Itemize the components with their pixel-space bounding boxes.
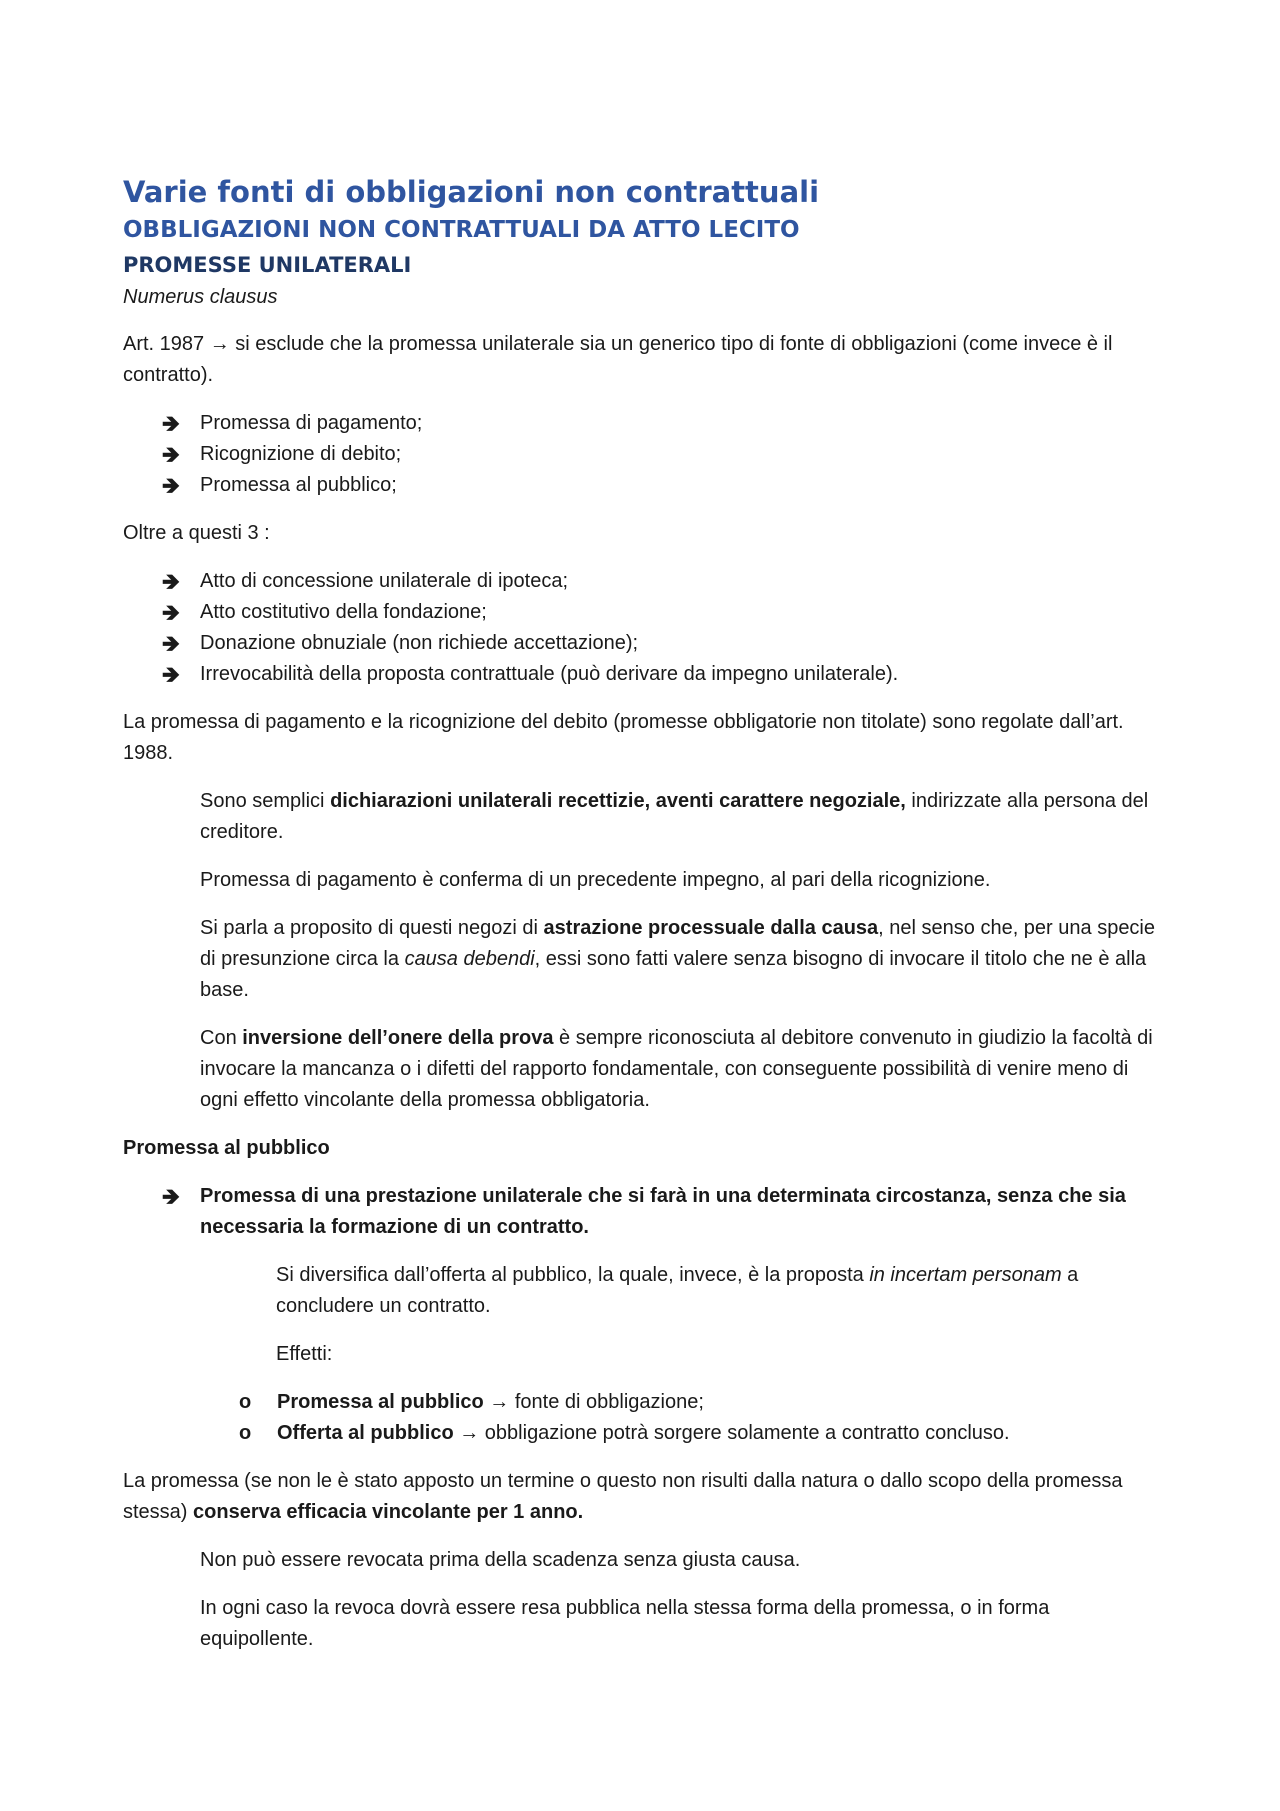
text: si esclude che la promessa unilaterale sia un generico tipo di fonte di obbligazioni (come invece è il contratto). xyxy=(123,333,1113,386)
bold-text: Offerta al pubblico xyxy=(277,1422,454,1444)
text: Si parla a proposito di questi negozi di xyxy=(200,917,544,939)
list-item xyxy=(239,1387,1160,1418)
text: a concludere un contratto. xyxy=(276,1264,1079,1317)
italic-text: in incertam personam xyxy=(869,1264,1062,1286)
list-item-text: Ricognizione di debito; xyxy=(200,443,402,465)
arrow-bullet-icon: 🡺 xyxy=(162,473,180,498)
text: fonte di obbligazione; xyxy=(509,1391,704,1413)
list-item xyxy=(162,566,1160,597)
arrow-bullet-icon: 🡺 xyxy=(162,600,180,625)
text: è sempre riconosciuta al debitore convenuto in giudizio la facoltà di invocare la mancanza o i difetti del rapporto fondamentale, con conseguente possibilità di venire meno di ogni effetto vincolante della promessa obbligatoria. xyxy=(200,1027,1153,1111)
list-item xyxy=(239,1418,1160,1449)
paragraph-art1988: La promessa di pagamento e la ricognizione del debito (promesse obbligatorie non titolate) sono regolate dall’art. 1988. xyxy=(123,711,1124,764)
arrow-bullet-icon: 🡺 xyxy=(162,411,180,436)
text: , nel senso che, per una specie di presunzione circa la xyxy=(200,917,1156,970)
bold-text: astrazione processuale dalla causa xyxy=(543,917,879,939)
subtitle: Numerus clausus xyxy=(123,286,278,308)
text: , essi sono fatti valere senza bisogno di invocare il titolo che ne è alla base. xyxy=(200,948,1147,1001)
list-item-text: Promessa di pagamento; xyxy=(200,412,423,434)
list-item xyxy=(162,439,1160,470)
paragraph-revoca2: In ogni caso la revoca dovrà essere resa pubblica nella stessa forma della promessa, o in forma equipollente. xyxy=(200,1597,1050,1650)
bold-text: conserva efficacia vincolante per 1 anno. xyxy=(193,1501,584,1523)
paragraph-diversifica xyxy=(276,1260,1160,1322)
list-item-text: Promessa al pubblico; xyxy=(200,474,397,496)
list-item xyxy=(162,597,1160,628)
list-item-text: Atto costitutivo della fondazione; xyxy=(200,601,487,623)
paragraph-promessa xyxy=(123,1466,1160,1528)
list-item xyxy=(162,408,1160,439)
paragraph-astrazione xyxy=(200,913,1160,1006)
text: Si diversifica dall’offerta al pubblico, la quale, invece, è la proposta xyxy=(276,1264,870,1286)
text: obbligazione potrà sorgere solamente a contratto concluso. xyxy=(479,1422,1010,1444)
text: Con xyxy=(200,1027,243,1049)
arrow-bullet-icon: 🡺 xyxy=(162,662,180,687)
arrow-icon: → xyxy=(489,1391,510,1413)
document-title: Varie fonti di obbligazioni non contrattuali xyxy=(123,175,820,209)
arrow-bullet-icon: 🡺 xyxy=(162,631,180,656)
circle-bullet-icon: o xyxy=(239,1391,252,1413)
arrow-bullet-icon: 🡺 xyxy=(162,569,180,594)
list-effetti xyxy=(123,1387,1160,1449)
list-item xyxy=(162,659,1160,690)
list-item-text: Irrevocabilità della proposta contrattuale (può derivare da impegno unilaterale). xyxy=(200,663,899,685)
paragraph-effetti: Effetti: xyxy=(276,1343,333,1365)
paragraph-heading-pubblico xyxy=(123,1133,1160,1164)
list-altri-atti xyxy=(123,566,1160,690)
text: Sono semplici xyxy=(200,790,331,812)
subsection-heading: PROMESSE UNILATERALI xyxy=(123,253,412,277)
arrow-icon: → xyxy=(459,1422,480,1444)
list-item xyxy=(162,1181,1160,1243)
arrow-bullet-icon: 🡺 xyxy=(162,442,180,467)
paragraph-conferma: Promessa di pagamento è conferma di un precedente impegno, al pari della ricognizione. xyxy=(200,869,991,891)
list-item-text: Promessa di una prestazione unilaterale che si farà in una determinata circostanza, senza che sia necessaria la formazione di un contratto. xyxy=(200,1185,1126,1238)
paragraph-oltre: Oltre a questi 3 : xyxy=(123,522,270,544)
text: La promessa (se non le è stato apposto un termine o questo non risulti dalla natura o dallo scopo della promessa stessa) xyxy=(123,1470,1123,1523)
bold-text: Promessa al pubblico xyxy=(277,1391,484,1413)
paragraph-semplici xyxy=(200,786,1160,848)
arrow-icon: → xyxy=(209,333,230,355)
list-item xyxy=(162,628,1160,659)
section-heading: OBBLIGAZIONI NON CONTRATTUALI DA ATTO LECITO xyxy=(123,217,800,243)
arrow-bullet-icon: 🡺 xyxy=(162,1184,180,1209)
bold-text: inversione dell’onere della prova xyxy=(242,1027,554,1049)
text: Art. 1987 xyxy=(123,333,210,355)
list-item-text: Donazione obnuziale (non richiede accettazione); xyxy=(200,632,639,654)
paragraph-inversione xyxy=(200,1023,1160,1116)
list-item xyxy=(162,470,1160,501)
italic-text: causa debendi xyxy=(404,948,535,970)
paragraph-art1987 xyxy=(123,329,1160,391)
list-promesse xyxy=(123,408,1160,501)
paragraph-revoca1: Non può essere revocata prima della scadenza senza giusta causa. xyxy=(200,1549,801,1571)
list-item-text: Atto di concessione unilaterale di ipoteca; xyxy=(200,570,569,592)
list-pubblico-def xyxy=(123,1181,1160,1243)
bold-heading: Promessa al pubblico xyxy=(123,1137,330,1159)
bold-text: dichiarazioni unilaterali recettizie, aventi carattere negoziale, xyxy=(330,790,906,812)
circle-bullet-icon: o xyxy=(239,1422,252,1444)
text: indirizzate alla persona del creditore. xyxy=(200,790,1149,843)
